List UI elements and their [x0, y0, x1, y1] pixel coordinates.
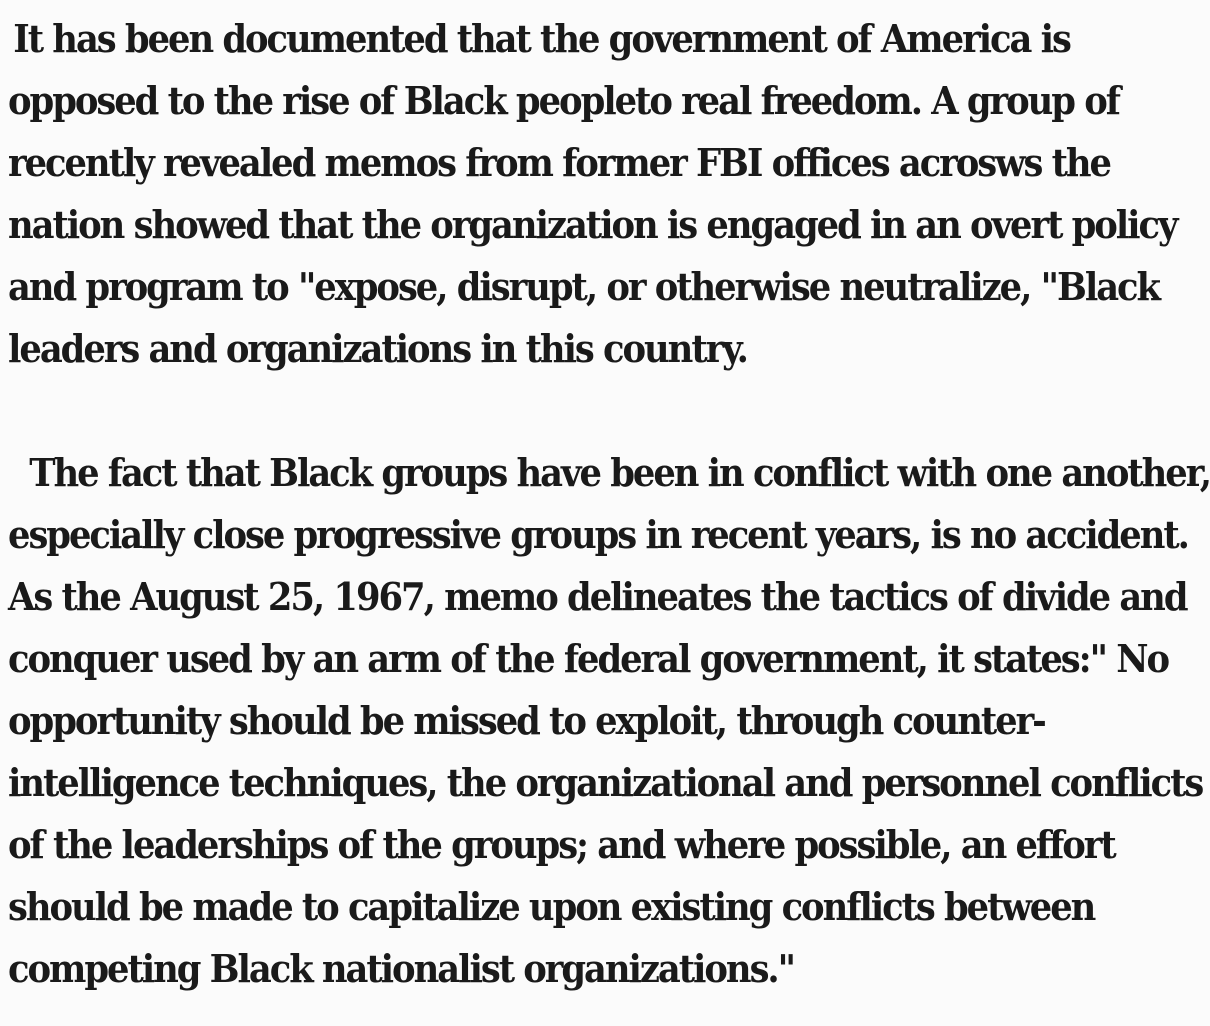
document-body [8, 8, 1210, 1000]
text-line: The fact that Black groups have been in conflict with one another, [29, 450, 1210, 495]
text-line: intelligence techniques, the organizational and personnel conflicts [8, 760, 1203, 805]
paragraph-spacer [8, 380, 988, 442]
text-line: and program to "expose, disrupt, or otherwise neutralize, "Black [8, 264, 1159, 309]
text-line: It has been documented that the government of America is [13, 16, 1070, 61]
text-line: should be made to capitalize upon existing conflicts between [8, 884, 1095, 929]
text-line: conquer used by an arm of the federal government, it states:" No [8, 636, 1169, 681]
text-line: opportunity should be missed to exploit, through counter- [8, 698, 1045, 743]
text-line: competing Black nationalist organizations." [8, 946, 795, 991]
text-line: especially close progressive groups in recent years, is no accident. [8, 512, 1188, 557]
text-line: leaders and organizations in this country. [8, 326, 747, 371]
paragraph-1 [8, 8, 1177, 380]
text-line: recently revealed memos from former FBI offices acrosws the [8, 140, 1110, 185]
paragraph-2 [8, 442, 1210, 1000]
text-line: opposed to the rise of Black peopleto real freedom. A group of [8, 78, 1119, 123]
text-line: As the August 25, 1967, memo delineates the tactics of divide and [8, 574, 1187, 619]
text-line: of the leaderships of the groups; and where possible, an effort [8, 822, 1115, 867]
text-line: nation showed that the organization is engaged in an overt policy [8, 202, 1177, 247]
